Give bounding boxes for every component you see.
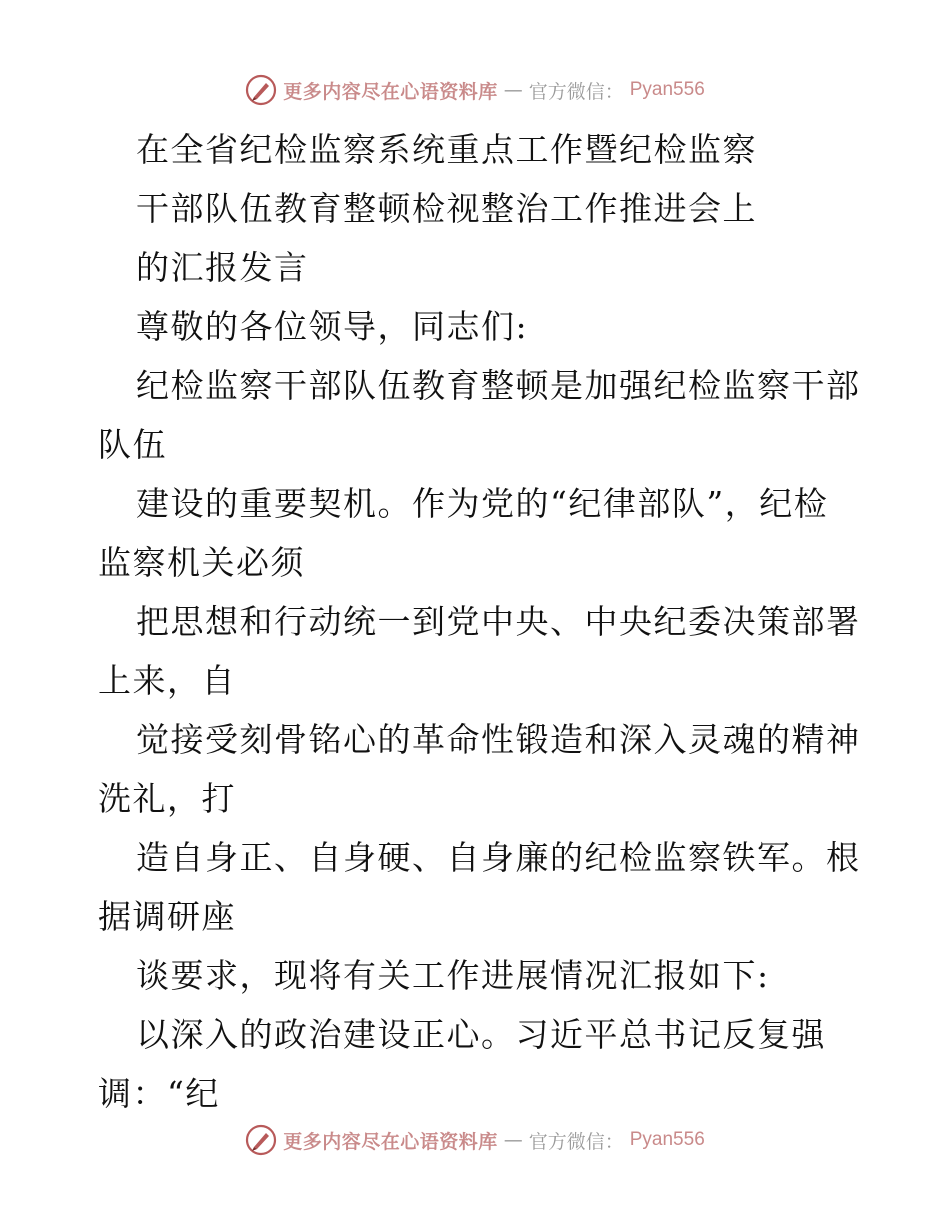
footer-watermark: [0, 1120, 950, 1160]
watermark-contact-id: Pyan556: [629, 79, 705, 100]
text-line: 上来，自: [98, 661, 236, 700]
text-line: 在全省纪检监察系统重点工作暨纪检监察: [136, 130, 757, 169]
text-line: 觉接受刻骨铭心的革命性锻造和深入灵魂的精神: [136, 720, 861, 759]
text-line: 监察机关必须: [98, 543, 305, 582]
text-line: 尊敬的各位领导，同志们:: [136, 307, 529, 346]
text-line: 调：“纪: [98, 1074, 220, 1113]
document-body: [98, 120, 861, 1123]
text-line: 把思想和行动统一到党中央、中央纪委决策部署: [136, 602, 861, 641]
text-line: 干部队伍教育整顿检视整治工作推进会上: [136, 189, 757, 228]
quill-pen-logo-icon: [245, 74, 277, 106]
text-line: 以深入的政治建设正心。习近平总书记反复强: [136, 1015, 826, 1054]
watermark-brand: 更多内容尽在心语资料库: [283, 1130, 498, 1153]
text-line: 纪检监察干部队伍教育整顿是加强纪检监察干部: [136, 366, 861, 405]
text-line: 造自身正、自身硬、自身廉的纪检监察铁军。根: [136, 838, 861, 877]
header-watermark: [0, 70, 950, 110]
text-line: 谈要求，现将有关工作进展情况汇报如下:: [136, 956, 770, 995]
watermark-brand: 更多内容尽在心语资料库: [283, 80, 498, 103]
watermark-contact-id: Pyan556: [629, 1129, 705, 1150]
watermark-contact-label: 官方微信：: [528, 80, 624, 103]
watermark-separator: —: [503, 79, 523, 101]
text-line: 洗礼，打: [98, 779, 236, 818]
text-line: 队伍: [98, 425, 167, 464]
watermark-contact-label: 官方微信：: [528, 1130, 624, 1153]
watermark-separator: —: [503, 1129, 523, 1151]
quill-pen-logo-icon: [245, 1124, 277, 1156]
text-line: 据调研座: [98, 897, 236, 936]
text-line: 的汇报发言: [136, 248, 309, 287]
text-line: 建设的重要契机。作为党的“纪律部队”，纪检: [136, 484, 829, 523]
